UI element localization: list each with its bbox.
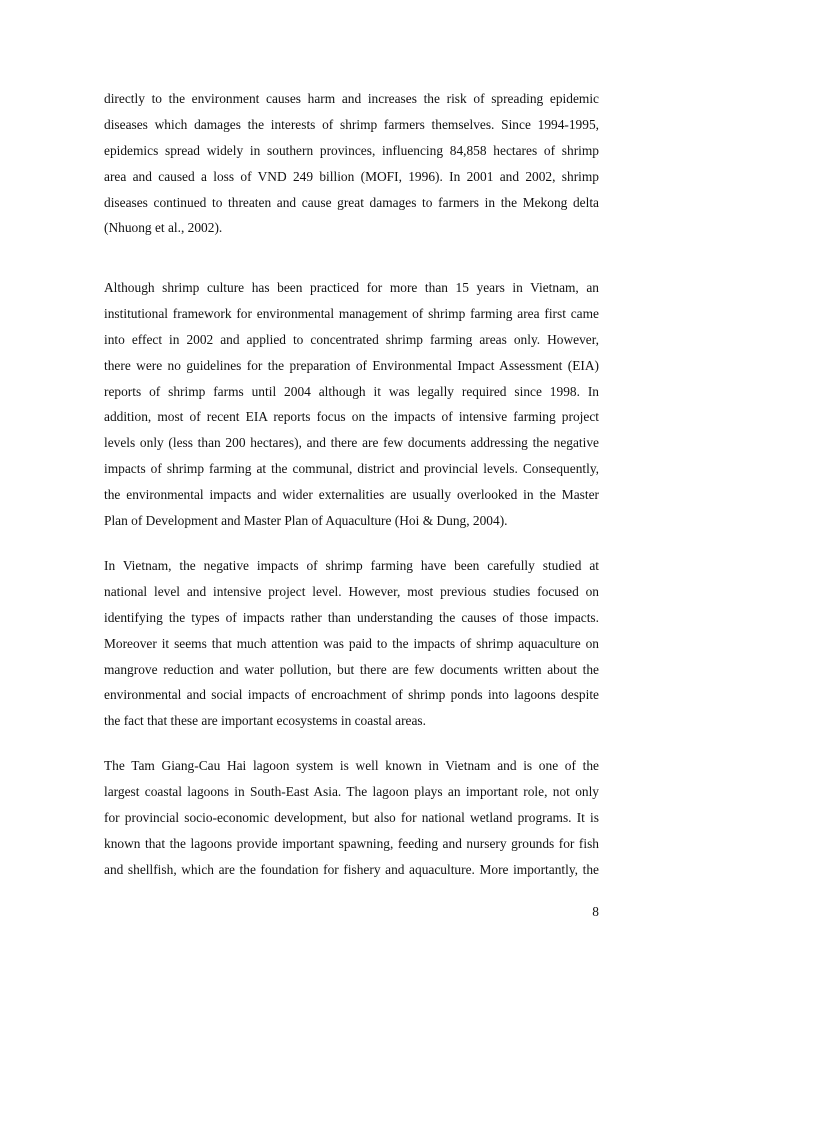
text-line: Although shrimp culture has been practiced for more than 15 years in Vietnam, an <box>104 280 599 295</box>
text-line: identifying the types of impacts rather than understanding the causes of those impacts. <box>104 609 599 625</box>
text-line: the environmental impacts and wider externalities are usually overlooked in the Master <box>104 487 599 503</box>
text-line: addition, most of recent EIA reports focus on the impacts of intensive farming project <box>104 409 599 425</box>
text-line: impacts of shrimp farming at the communal, district and provincial levels. Consequently, <box>104 461 599 477</box>
page-number: 8 <box>592 904 599 919</box>
text-line: diseases which damages the interests of shrimp farmers themselves. Since 1994-1995, <box>104 116 599 132</box>
text-line: (Nhuong et al., 2002). <box>104 220 223 236</box>
text-line: and shellfish, which are the foundation for fishery and aquaculture. More importantly, the <box>104 861 599 877</box>
text-line: known that the lagoons provide important spawning, feeding and nursery grounds for fish <box>104 835 599 851</box>
text-line: directly to the environment causes harm and increases the risk of spreading epidemic <box>104 91 599 106</box>
text-line: The Tam Giang-Cau Hai lagoon system is well known in Vietnam and is one of the <box>104 758 599 773</box>
paragraph-institutional-framework <box>104 275 599 534</box>
text-line: environmental and social impacts of encroachment of shrimp ponds into lagoons despite <box>104 687 599 703</box>
paragraph-tam-giang-lagoon <box>104 753 599 882</box>
text-line: national level and intensive project level. However, most previous studies focused on <box>104 583 599 599</box>
text-line: levels only (less than 200 hectares), and there are few documents addressing the negative <box>104 435 599 451</box>
text-line: the fact that these are important ecosystems in coastal areas. <box>104 713 426 729</box>
text-line: there were no guidelines for the preparation of Environmental Impact Assessment (EIA) <box>104 357 599 373</box>
text-line: diseases continued to threaten and cause great damages to farmers in the Mekong delta <box>104 194 599 210</box>
text-line: institutional framework for environmental management of shrimp farming area first came <box>104 305 599 321</box>
text-line: In Vietnam, the negative impacts of shrimp farming have been carefully studied at <box>104 558 599 573</box>
text-line: area and caused a loss of VND 249 billion (MOFI, 1996). In 2001 and 2002, shrimp <box>104 168 599 184</box>
text-line: Moreover it seems that much attention was paid to the impacts of shrimp aquaculture on <box>104 635 599 651</box>
text-line: reports of shrimp farms until 2004 although it was legally required since 1998. In <box>104 383 599 399</box>
text-line: for provincial socio-economic development, but also for national wetland programs. It is <box>104 809 599 825</box>
text-line: into effect in 2002 and applied to concentrated shrimp farming areas only. However, <box>104 331 599 347</box>
paragraph-negative-impacts <box>104 553 599 734</box>
text-line: epidemics spread widely in southern provinces, influencing 84,858 hectares of shrimp <box>104 142 599 158</box>
paragraph-epidemic-diseases <box>104 86 599 241</box>
text-line: largest coastal lagoons in South-East Asia. The lagoon plays an important role, not only <box>104 783 599 799</box>
text-line: Plan of Development and Master Plan of Aquaculture (Hoi & Dung, 2004). <box>104 513 508 529</box>
text-line: mangrove reduction and water pollution, but there are few documents written about the <box>104 661 599 677</box>
